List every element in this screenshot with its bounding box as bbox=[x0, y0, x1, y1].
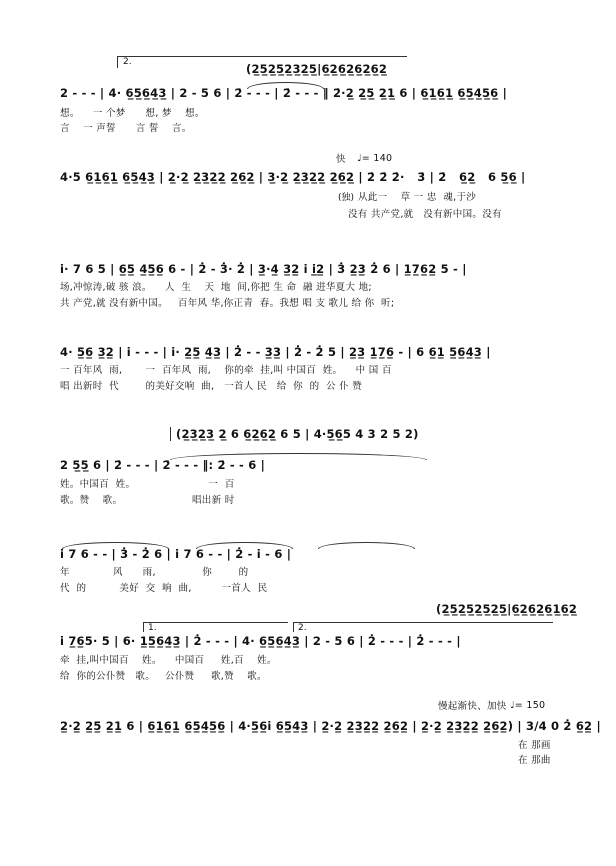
tie-arc bbox=[318, 542, 415, 549]
volta-1-bracket-line bbox=[143, 622, 288, 623]
lyric-line-2: 没有 共产党,就 没有新中国。没有 bbox=[348, 209, 502, 220]
tie-arc bbox=[170, 453, 427, 460]
interlude-bracket bbox=[170, 427, 171, 441]
numbered-notation: 4· 5̲6̲ 3̲2̲ | i - - - | i· 2̲5̲ 4̲3̲ | 2̇ - - 3̲3̲ | 2̇ - 2̇ 5 | 2̲3̲ 1̲7̲6̲ - | 6 6̲1̲ 5̲6̲4̲3̲ | bbox=[60, 345, 491, 359]
numbered-notation: 4·5 6̲1̲6̲1̲ 6̲5̲4̲3̲ | 2̲·2̲ 2̲3̲2̲2̲ 2̲6̲2̲ | 3̲·2̲ 2̲3̲2̲2̲ 2̲6̲2̲ | 2̇ 2̇ 2̇· 3̇ | 2̇ 6̲2̲ 6 5̲6̲ | bbox=[60, 170, 526, 184]
volta-number: 2. bbox=[123, 57, 132, 67]
interlude-notes: (2̲5̲2̲5̲2̲5̲2̲5̲|6̲2̲6̲2̲6̲1̲6̲2̲ bbox=[436, 602, 578, 616]
lyric-line-1: 牵 挂,叫中国百 姓。 中国百 姓,百 姓。 bbox=[60, 655, 277, 666]
volta-2-bracket-hook bbox=[293, 622, 294, 632]
numbered-notation: 2 - - - | 4· 6̲5̲6̲4̲3̲ | 2 - 5 6 | 2̇ - - - | 2̇ - - - ‖ 2̇·2̲ 2̲5̲ 2̲1̲ 6 | 6̲1̲6̲1̲ 6̲5̲4̲5̲6̲ | bbox=[60, 86, 507, 100]
tempo-mark: 慢起渐快、加快 bbox=[438, 701, 507, 712]
lyric-line-2: 共 产党,就 没有新中国。 百年风 华,你正青 春。我想 唱 支 歌儿 给 你 听; bbox=[60, 298, 395, 309]
lyric-line-1: 姓。中国百 姓。 一 百 bbox=[60, 479, 235, 490]
volta-1-number: 1. bbox=[148, 623, 157, 633]
lyric-line-1: 年 风 雨, 你 的 bbox=[60, 567, 249, 578]
solo-mark: (独) bbox=[338, 193, 355, 203]
tempo-mark: 快 bbox=[336, 154, 346, 165]
lyric-line-1: 在 那画 bbox=[518, 740, 551, 751]
numbered-notation: 2 5̲5̲ 6 | 2̇ - - - | 2̇ - - - ‖: 2̇ - - 6 | bbox=[60, 458, 266, 472]
lyric-line-2: 唱 出新时 代 的美好交响 曲, 一首人 民 给 你 的 公 仆 赞 bbox=[60, 381, 363, 392]
lyric-line-2: 在 那曲 bbox=[518, 755, 551, 766]
tempo-value: ♩= 140 bbox=[357, 153, 393, 164]
volta-bracket-hook bbox=[117, 56, 118, 68]
interlude-notes: (2̲5̲2̲5̲2̲3̲2̲5̲|6̲2̲6̲2̲6̲2̲6̲2̲ bbox=[246, 62, 388, 76]
lyric-line-1: 想。 一 个梦 想, 梦 想。 bbox=[60, 108, 205, 119]
lyric-line-2: 给 你的公仆赞 歌。 公仆赞 歌,赞 歌。 bbox=[60, 671, 267, 682]
tempo-value: ♩= 150 bbox=[510, 700, 546, 711]
volta-2-number: 2. bbox=[298, 623, 307, 633]
volta-bracket-line bbox=[117, 56, 407, 57]
numbered-notation: 2̲·2̲ 2̲5̲ 2̲1̲ 6 | 6̲1̲6̲1̲ 6̲5̲4̲5̲6̲ | 4·5̲6̲i 6̲5̲4̲3̲ | 2̲·2̲ 2̲3̲2̲2̲ 2̲6̲2̲ | 2̲·2̲ 2̲3̲2̲2̲ 2̲6̲2̲) | 3/4 0 2̇ 6̲2̲ | bbox=[60, 719, 601, 733]
interlude-notes: (2̲3̲2̲3̲ 2̲ 6 6̲2̲6̲2̲ 6 5 | 4·5̲6̲5 4 3 2 5 2) bbox=[176, 427, 419, 441]
lyric-line-1: 场,冲惊涛,破 骇 浪。 人 生 天 地 间,你把 生 命 融 进华夏大 地; bbox=[60, 282, 372, 293]
volta-1-bracket-hook bbox=[143, 622, 144, 632]
lyric-line-2: 歌。赞 歌。 唱出新 时 bbox=[60, 495, 235, 506]
lyric-line-1: 一 百年风 雨, 一 百年风 雨, 你的牵 挂,叫 中国百 姓。 中 国 百 bbox=[60, 365, 392, 376]
volta-2-bracket-line bbox=[293, 622, 553, 623]
lyric-line-1: 从此一 草 一 忠 魂,于沙 bbox=[358, 192, 477, 203]
numbered-notation: i 7 6 - - | 3̇ - 2̇ 6 | i 7 6 - - | 2̇ - i - 6 | bbox=[60, 547, 292, 561]
numbered-notation: i 7̲6̲5· 5 | 6· 1̲5̲6̲4̲3̲ | 2̇ - - - | 4· 6̲5̲6̲4̲3̲ | 2 - 5 6 | 2̇ - - - | 2̇ - - - | bbox=[60, 634, 461, 648]
lyric-line-2: 代 的 美好 交 响 曲, 一首人 民 bbox=[60, 583, 268, 594]
lyric-line-2: 言 一 声誓 言 誓 言。 bbox=[60, 123, 192, 134]
numbered-notation: i· 7 6 5 | 6̲5̲ 4̲5̲6̲ 6 - | 2̇ - 3̇· 2̇ | 3̲·4̲ 3̲2̲ i i̲2̲ | 3̇ 2̲3̲ 2̇ 6 | 1̲7̲6̲2̲ 5 - | bbox=[60, 262, 467, 276]
